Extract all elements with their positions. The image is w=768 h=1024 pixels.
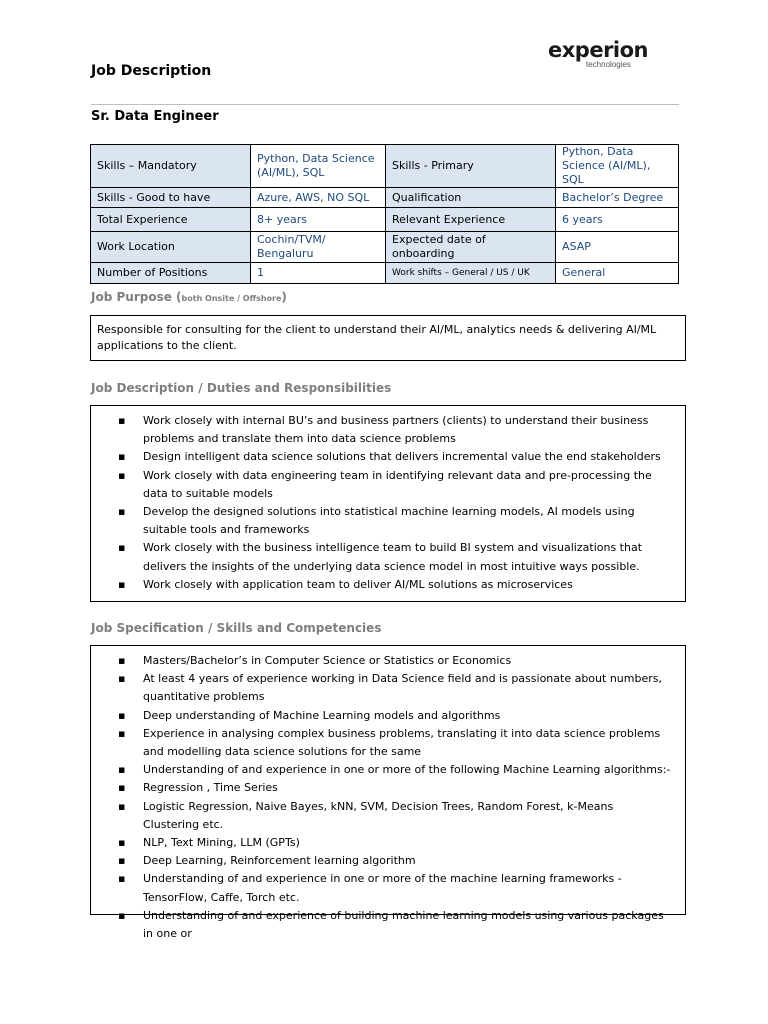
info-value: Cochin/TVM/ Bengaluru (251, 232, 386, 263)
list-item: ▪ Design intelligent data science solutions that delivers incremental value the end stakeholders (91, 448, 685, 466)
table-row (91, 188, 679, 208)
list-item: ▪ Deep Learning, Reinforcement learning algorithm (91, 852, 685, 870)
table-row (91, 208, 679, 232)
job-purpose-heading-text: Job Purpose ( (91, 290, 182, 304)
spec-box (90, 645, 686, 941)
info-label: Work Location (91, 232, 251, 263)
logo-wordmark: experion (548, 38, 648, 62)
info-label: Skills - Primary (386, 145, 556, 188)
job-purpose-heading-close: ) (281, 290, 287, 304)
list-item: ▪ Understanding of and experience in one or more of the machine learning frameworks -TensorFlow, Caffe, Torch etc. (91, 870, 685, 906)
info-value: Bachelor’s Degree (556, 188, 679, 208)
list-item: ▪ Work closely with internal BU’s and business partners (clients) to understand their business problems and translate them into data science problems (91, 412, 685, 448)
list-item: ▪ NLP, Text Mining, LLM (GPTs) (91, 834, 685, 852)
info-label: Work shifts – General / US / UK (386, 263, 556, 284)
list-item: ▪ Work closely with application team to deliver AI/ML solutions as microservices (91, 576, 685, 594)
info-value: Azure, AWS, NO SQL (251, 188, 386, 208)
list-item: ▪ Develop the designed solutions into statistical machine learning models, AI models using suitable tools and frameworks (91, 503, 685, 539)
table-row (91, 263, 679, 284)
info-value: 8+ years (251, 208, 386, 232)
list-item: ▪ Experience in analysing complex business problems, translating it into data science problems and modelling data science solutions for the same (91, 725, 685, 761)
duties-box (90, 405, 686, 602)
table-row (91, 232, 679, 263)
info-value: 6 years (556, 208, 679, 232)
info-value: 1 (251, 263, 386, 284)
spec-heading: Job Specification / Skills and Competencies (91, 621, 382, 635)
list-item: ▪ Logistic Regression, Naive Bayes, kNN, SVM, Decision Trees, Random Forest, k-Means Clustering etc. (91, 798, 685, 834)
info-label: Skills – Mandatory (91, 145, 251, 188)
table-row (91, 145, 679, 188)
list-item: ▪ Deep understanding of Machine Learning models and algorithms (91, 707, 685, 725)
job-title: Sr. Data Engineer (91, 109, 219, 124)
info-value: Python, Data Science (AI/ML), SQL (251, 145, 386, 188)
info-value: General (556, 263, 679, 284)
job-purpose-heading-note: both Onsite / Offshore (181, 294, 282, 303)
info-label: Skills - Good to have (91, 188, 251, 208)
list-item: ▪ Regression , Time Series (91, 779, 685, 797)
info-label: Qualification (386, 188, 556, 208)
duties-list (91, 412, 685, 594)
list-item: ▪ Masters/Bachelor’s in Computer Science or Statistics or Economics (91, 652, 685, 670)
info-label: Total Experience (91, 208, 251, 232)
spec-list (91, 652, 685, 943)
job-info-table (90, 144, 679, 284)
document-title: Job Description (91, 63, 212, 79)
list-item: ▪ At least 4 years of experience working in Data Science field and is passionate about numbers, quantitative problems (91, 670, 685, 706)
logo-tagline: technologies (586, 60, 631, 69)
job-purpose-heading (91, 290, 287, 304)
info-label: Number of Positions (91, 263, 251, 284)
header-divider (91, 104, 679, 105)
info-value: ASAP (556, 232, 679, 263)
info-label: Expected date of onboarding (386, 232, 556, 263)
list-item: ▪ Work closely with the business intelligence team to build BI system and visualizations that delivers the insights of the underlying data science model in most intuitive ways possible. (91, 539, 685, 575)
job-purpose-text: Responsible for consulting for the client to understand their AI/ML, analytics needs & delivering AI/ML applications to the client. (97, 323, 657, 352)
job-purpose-box (90, 315, 686, 361)
duties-heading: Job Description / Duties and Responsibilities (91, 381, 392, 395)
list-item: ▪ Work closely with data engineering team in identifying relevant data and pre-processing the data to suitable models (91, 467, 685, 503)
info-value: Python, Data Science (AI/ML), SQL (556, 145, 679, 188)
info-label: Relevant Experience (386, 208, 556, 232)
list-item: ▪ Understanding of and experience in one or more of the following Machine Learning algorithms:- (91, 761, 685, 779)
list-item: ▪ Understanding of and experience of building machine learning models using various packages in one or (91, 907, 685, 943)
company-logo (541, 30, 656, 78)
